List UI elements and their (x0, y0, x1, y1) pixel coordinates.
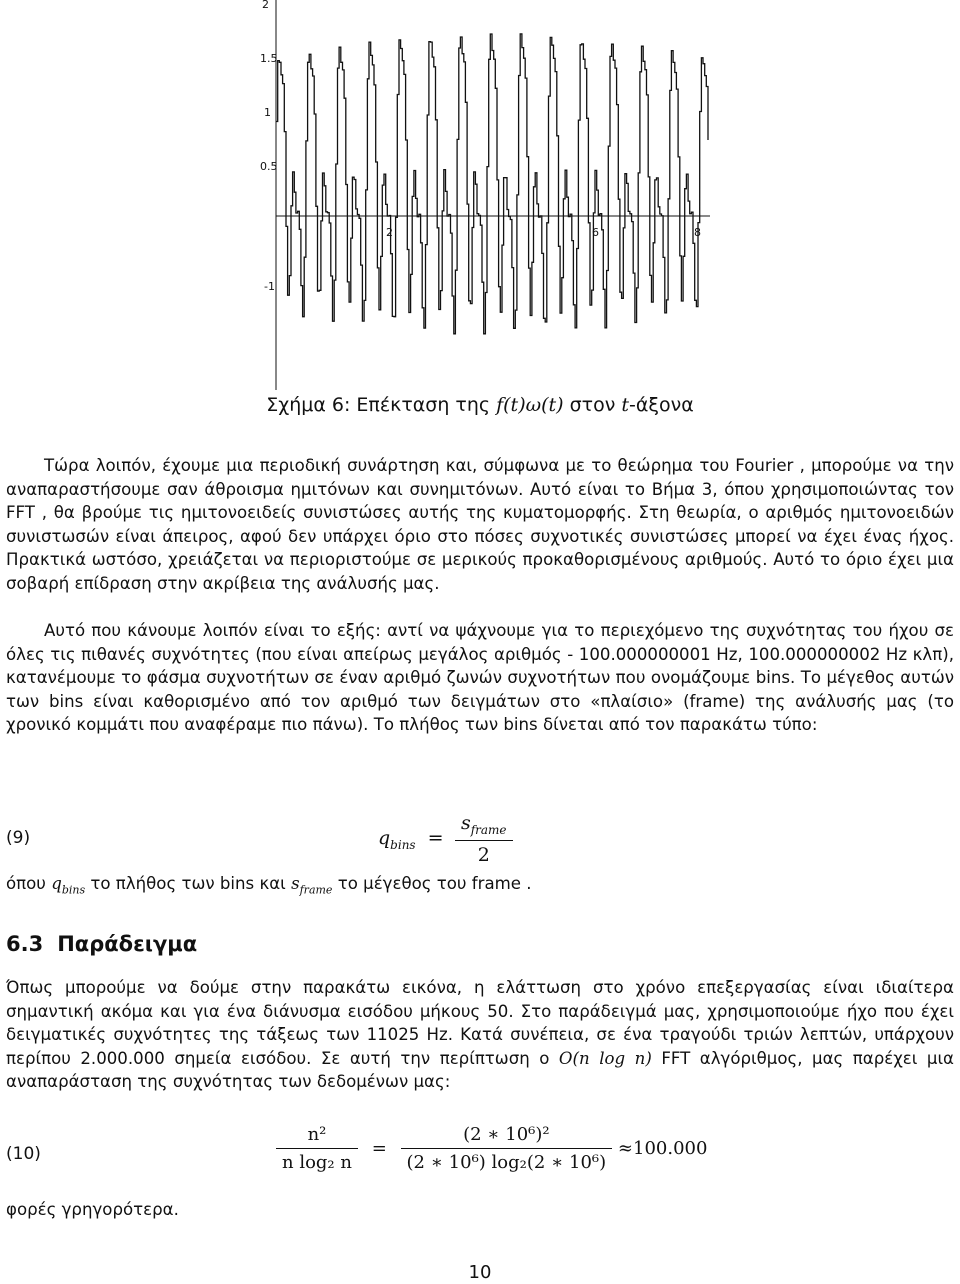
caption-mid: στον (569, 394, 616, 416)
paragraph-3-pre: Όπως μπορούμε να δούμε στην παρακάτω εικόνα, η ελάττωση στο χρόνο επεξεργασίας είναι ιδιαίτερα σημαντική ακόμα και για ένα διάνυσμα εισόδου μήκους 50. Στο παράδειγμά μας, χρησιμοποιούμε ήχο που έχει δειγματικές συχνότητες της τάξεως των 11025 Hz. Κατά συνέπεια, σε ένα τραγούδι τριών λεπτών, υπάρχουν περίπου 2.000.000 σημεία εισόδου. Σε αυτή την περίπτωση ο (6, 978, 954, 1068)
eq10-f2-den: (2 ∗ 10⁶) log₂(2 ∗ 10⁶) (406, 1152, 607, 1173)
eq9-lhs: q (378, 826, 391, 849)
equation-number: (10) (6, 1144, 41, 1164)
equation-10-body (276, 1124, 707, 1173)
x-tick-label: 2 (386, 226, 393, 239)
eq9-lhs-sub: bins (390, 837, 416, 852)
section-heading (6, 932, 197, 956)
paragraph-2 (6, 619, 954, 737)
caption-label: Σχήμα 6: Επέκταση της (266, 394, 491, 416)
section-title: Παράδειγμα (57, 932, 198, 956)
after-equation-9 (6, 872, 954, 902)
y-tick-label: 2 (262, 0, 269, 11)
paragraph-2-text: Αυτό που κάνουμε λοιπόν είναι το εξής: αντί να ψάχνουμε για το περιεχόμενο της συχνότητας του ήχου σε όλες τις πιθανές συχνότητες (που είναι απείρως μεγάλος αριθμός - 100.000000001 Hz, 100.000000002 Hz κλπ), κατανέμουμε το φάσμα συχνοτήτων σε έναν αριθμό ζωνών συχνοτήτων που ονομάζουμε bins. Το μέγεθος αυτών των bins είναι καθορισμένο από τον αριθμό των δειγμάτων στο «πλαίσιο» (frame) της ανάλυσής μας (το χρονικό κομμάτι που αναφέραμε πιο πάνω). Το πλήθος των bins δίνεται από τον παρακάτω τύπο: (6, 621, 954, 734)
after-eq9-s-sub: frame (299, 883, 333, 897)
paragraph-1-text: Τώρα λοιπόν, έχουμε μια περιοδική συνάρτηση και, σύμφωνα με το θεώρημα του Fourier , μπορούμε να την αναπαραστήσουμε σαν άθροισμα ημιτόνων και συνημιτόνων. Αυτό είναι το Βήμα 3, όπου χρησιμοποιώντας τον FFT , θα βρούμε τις ημιτονοειδείς συνιστώσες αυτής της κυματομορφής. Στη θεωρία, ο αριθμός ημιτονοειδών συνιστωσών είναι άπειρος, αφού δεν υπάρχει όριο στο πόσες συχνοτικές συνιστώσες μπορεί να έχει ένας ήχος. Πρακτικά ωστόσο, χρειάζεται να περιοριστούμε σε μερικούς προκαθορισμένους αριθμούς. Αυτό το όριο έχει μια σοβαρή επίδραση στην ακρίβεια της ανάλυσής μας. (6, 456, 954, 593)
paragraph-1 (6, 454, 954, 595)
closing-text: φορές γρηγορότερα. (6, 1200, 179, 1219)
x-tick-label: 6 (592, 226, 599, 239)
y-ticks (260, 0, 278, 293)
after-eq9-q-sub: bins (61, 883, 86, 897)
eq9-den: 2 (477, 843, 490, 866)
eq10-approx: ≈100.000 (617, 1138, 708, 1159)
waveform-figure (262, 0, 710, 390)
eq10-f1-num: n² (276, 1124, 358, 1149)
paragraph-3 (6, 976, 954, 1094)
equation-10 (6, 1124, 954, 1190)
caption-math-f: f(t)ω(t) (496, 394, 564, 416)
waveform-line (276, 34, 708, 334)
page-number: 10 (468, 1262, 492, 1283)
caption-end: -άξονα (629, 394, 694, 416)
y-tick-label: 1 (264, 106, 271, 119)
equation-9-body (378, 812, 513, 866)
x-ticks (386, 226, 701, 239)
eq10-fraction-2 (401, 1124, 613, 1173)
equation-number: (9) (6, 828, 31, 848)
eq10-fraction-1 (276, 1124, 358, 1173)
paragraph-3-math: O(n log n) (558, 1048, 652, 1068)
equation-9 (6, 812, 954, 868)
caption-math-t: t (621, 394, 630, 416)
eq10-equals: = (371, 1138, 387, 1159)
after-eq9-p1: όπου (6, 874, 46, 893)
after-eq9-s: s (291, 874, 300, 893)
paragraph-3-post: FFT αλγόριθμος, μας παρέχει μια αναπαράσταση της συχνότητας των δεδομένων μας: (6, 1048, 954, 1091)
eq9-num: s (460, 812, 471, 834)
eq9-num-sub: frame (470, 822, 507, 837)
eq9-fraction (455, 812, 513, 866)
closing-line (6, 1198, 954, 1222)
figure-caption (0, 394, 960, 416)
section-number: 6.3 (6, 932, 44, 956)
after-eq9-p3: το μέγεθος του frame . (337, 874, 532, 893)
y-tick-label: 1.5 (260, 52, 278, 65)
eq10-f1-den: n log₂ n (282, 1152, 352, 1173)
after-eq9-p2: το πλήθος των bins και (90, 874, 286, 893)
y-tick-label: -1 (264, 280, 275, 293)
after-eq9-q: q (51, 874, 62, 893)
x-tick-label: 8 (694, 226, 701, 239)
eq10-f2-num: (2 ∗ 10⁶)² (401, 1124, 613, 1149)
waveform-plot (276, 34, 708, 334)
eq9-equals: = (427, 826, 444, 849)
y-tick-label: 0.5 (260, 160, 278, 173)
